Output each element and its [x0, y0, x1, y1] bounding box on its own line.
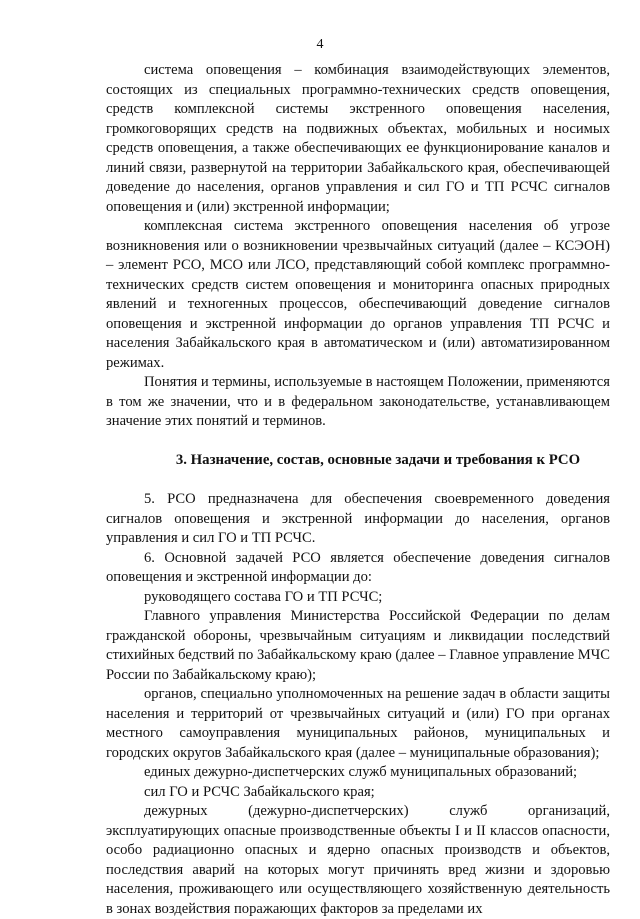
list-item-main-directorate: Главного управления Министерства Российской Федерации по делам гражданской обороны, чрезвычайным ситуациям и ликвидации последствий стихийных бедствий по Забайкальскому краю (далее – Главное управление МЧС России по Забайкальскому краю); [106, 608, 610, 683]
document-body [106, 61, 610, 919]
list-item-leadership: руководящего состава ГО и ТП РСЧС; [144, 588, 383, 605]
paragraph-terms: Понятия и термины, используемые в настоящем Положении, применяются в том же значении, что и в федеральном законодательстве, устанавливающем значение этих понятий и терминов. [106, 374, 610, 429]
paragraph-notification-system: система оповещения – комбинация взаимодействующих элементов, состоящих из специальных программно-технических средств оповещения, средств комплексной системы экстренного оповещения населения, громкоговорящих средств на подвижных объектах, мобильных и носимых средств оповещения, а также обеспечивающих ее функционирование каналов и линий связи, развернутой на территории Забайкальского края, обеспечивающей доведение до населения, органов управления и сил ГО и ТП РСЧС сигналов оповещения и (или) экстренной информации; [106, 62, 610, 215]
paragraph-item-5: 5. РСО предназначена для обеспечения своевременного доведения сигналов оповещения и экстренной информации до населения, органов управления и сил ГО и ТП РСЧС. [106, 491, 610, 546]
list-item-dispatch-services: единых дежурно-диспетчерских служб муниципальных образований; [144, 764, 578, 780]
list-item-organizations: дежурных (дежурно-диспетчерских) служб организаций, эксплуатирующих опасные производственные объекты I и II классов опасности, особо радиационно опасных и ядерно опасных производств и объектов, последствия аварий на которых могут причинять вред жизни и здоровью населения, проживающего или осуществляющего хозяйственную деятельность в зонах воздействия поражающих факторов за пределами их [106, 803, 610, 917]
list-item-forces: сил ГО и РСЧС Забайкальского края; [144, 783, 375, 800]
list-item-authorized-bodies: органов, специально уполномоченных на решение задач в области защиты населения и территорий от чрезвычайных ситуаций и (или) ГО при органах местного самоуправления муниципальных районов, муниципальных и городских округов Забайкальского края (далее – муниципальные образования); [106, 686, 610, 761]
section-heading: 3. Назначение, состав, основные задачи и требования к РСО [175, 451, 581, 468]
page-number: 4 [316, 37, 324, 52]
paragraph-kseon: комплексная система экстренного оповещения населения об угрозе возникновения или о возникновении чрезвычайных ситуаций (далее – КСЭОН) – элемент РСО, МСО или ЛСО, представляющий собой комплекс программно-технических средств систем оповещения и мониторинга опасных природных явлений и техногенных процессов, обеспечивающий доведение сигналов оповещения и экстренной информации до органов управления ТП РСЧС и населения Забайкальского края в автоматическом и (или) автоматизированном режимах. [106, 218, 610, 371]
paragraph-item-6: 6. Основной задачей РСО является обеспечение доведения сигналов оповещения и экстренной информации до: [106, 549, 610, 585]
